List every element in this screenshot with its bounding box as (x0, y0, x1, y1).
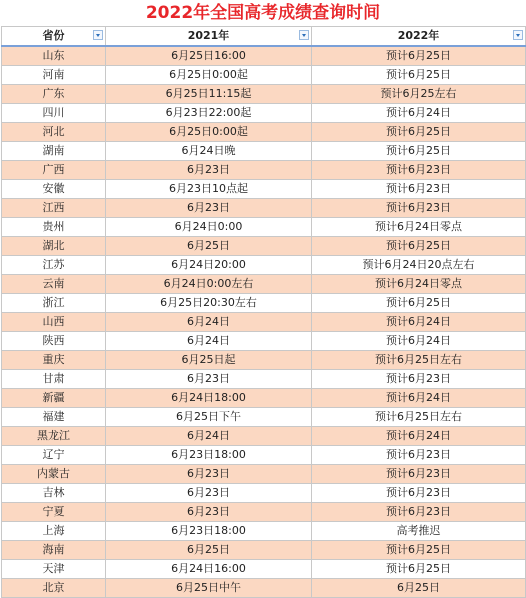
time-2022-cell[interactable]: 预计6月24日零点 (312, 218, 526, 237)
time-2022-cell[interactable]: 预计6月23日 (312, 370, 526, 389)
time-2022-cell[interactable]: 预计6月23日 (312, 180, 526, 199)
time-2022-cell[interactable]: 预计6月25日 (312, 560, 526, 579)
province-cell[interactable]: 河北 (2, 123, 106, 142)
province-cell[interactable]: 湖南 (2, 142, 106, 161)
table-row (2, 522, 526, 541)
province-cell[interactable]: 江西 (2, 199, 106, 218)
column-header-label: 2021年 (187, 29, 230, 42)
table-row (2, 560, 526, 579)
province-cell[interactable]: 贵州 (2, 218, 106, 237)
filter-dropdown-icon[interactable] (299, 30, 309, 40)
table-row (2, 180, 526, 199)
province-cell[interactable]: 辽宁 (2, 446, 106, 465)
time-2022-cell[interactable]: 预计6月23日 (312, 484, 526, 503)
time-2022-cell[interactable]: 预计6月23日 (312, 446, 526, 465)
column-header-2022[interactable] (312, 27, 526, 47)
column-header-label: 省份 (42, 29, 65, 42)
province-cell[interactable]: 浙江 (2, 294, 106, 313)
province-cell[interactable]: 内蒙古 (2, 465, 106, 484)
table-row (2, 275, 526, 294)
table-row (2, 389, 526, 408)
time-2022-cell[interactable]: 预计6月24日 (312, 313, 526, 332)
time-2022-cell[interactable]: 预计6月24日 (312, 389, 526, 408)
time-2021-cell[interactable]: 6月23日10点起 (106, 180, 312, 199)
table-row (2, 123, 526, 142)
table-row (2, 465, 526, 484)
time-2022-cell[interactable]: 预计6月25左右 (312, 85, 526, 104)
score-release-table (1, 26, 526, 598)
time-2021-cell[interactable]: 6月25日20:30左右 (106, 294, 312, 313)
time-2021-cell[interactable]: 6月23日18:00 (106, 446, 312, 465)
time-2021-cell[interactable]: 6月25日11:15起 (106, 85, 312, 104)
time-2022-cell[interactable]: 预计6月25日 (312, 294, 526, 313)
province-cell[interactable]: 新疆 (2, 389, 106, 408)
time-2021-cell[interactable]: 6月25日0:00起 (106, 123, 312, 142)
province-cell[interactable]: 山西 (2, 313, 106, 332)
time-2021-cell[interactable]: 6月25日中午 (106, 579, 312, 598)
time-2021-cell[interactable]: 6月25日0:00起 (106, 66, 312, 85)
time-2021-cell[interactable]: 6月25日 (106, 237, 312, 256)
province-cell[interactable]: 四川 (2, 104, 106, 123)
time-2021-cell[interactable]: 6月23日 (106, 484, 312, 503)
province-cell[interactable]: 山东 (2, 46, 106, 66)
province-cell[interactable]: 海南 (2, 541, 106, 560)
time-2021-cell[interactable]: 6月25日16:00 (106, 46, 312, 66)
table-row (2, 46, 526, 66)
time-2021-cell[interactable]: 6月24日20:00 (106, 256, 312, 275)
province-cell[interactable]: 河南 (2, 66, 106, 85)
table-row (2, 427, 526, 446)
column-header-2021[interactable] (106, 27, 312, 47)
time-2021-cell[interactable]: 6月23日22:00起 (106, 104, 312, 123)
table-row (2, 408, 526, 427)
time-2022-cell[interactable]: 预计6月25日 (312, 123, 526, 142)
table-row (2, 218, 526, 237)
time-2021-cell[interactable]: 6月23日 (106, 161, 312, 180)
table-row (2, 541, 526, 560)
table-row (2, 199, 526, 218)
time-2021-cell[interactable]: 6月24日0:00左右 (106, 275, 312, 294)
table-row (2, 104, 526, 123)
time-2021-cell[interactable]: 6月24日晚 (106, 142, 312, 161)
time-2022-cell[interactable]: 预计6月25日 (312, 46, 526, 66)
time-2022-cell[interactable]: 预计6月24日零点 (312, 275, 526, 294)
province-cell[interactable]: 天津 (2, 560, 106, 579)
table-row (2, 294, 526, 313)
time-2022-cell[interactable]: 预计6月23日 (312, 465, 526, 484)
province-cell[interactable]: 宁夏 (2, 503, 106, 522)
province-cell[interactable]: 广西 (2, 161, 106, 180)
time-2021-cell[interactable]: 6月24日 (106, 332, 312, 351)
province-cell[interactable]: 黑龙江 (2, 427, 106, 446)
time-2022-cell[interactable]: 预计6月25日左右 (312, 408, 526, 427)
table-row (2, 313, 526, 332)
table-row (2, 142, 526, 161)
time-2022-cell[interactable]: 预计6月23日 (312, 503, 526, 522)
time-2022-cell[interactable]: 预计6月23日 (312, 161, 526, 180)
time-2022-cell[interactable]: 预计6月24日 (312, 427, 526, 446)
province-cell[interactable]: 湖北 (2, 237, 106, 256)
header-row (2, 27, 526, 47)
province-cell[interactable]: 上海 (2, 522, 106, 541)
province-cell[interactable]: 重庆 (2, 351, 106, 370)
time-2022-cell[interactable]: 预计6月24日 (312, 104, 526, 123)
province-cell[interactable]: 吉林 (2, 484, 106, 503)
time-2022-cell[interactable]: 预计6月25日 (312, 541, 526, 560)
filter-dropdown-icon[interactable] (93, 30, 103, 40)
table-row (2, 446, 526, 465)
province-cell[interactable]: 甘肃 (2, 370, 106, 389)
time-2022-cell[interactable]: 预计6月24日20点左右 (312, 256, 526, 275)
time-2021-cell[interactable]: 6月23日 (106, 199, 312, 218)
time-2021-cell[interactable]: 6月25日 (106, 541, 312, 560)
time-2021-cell[interactable]: 6月23日 (106, 465, 312, 484)
time-2021-cell[interactable]: 6月23日 (106, 503, 312, 522)
time-2022-cell[interactable]: 高考推迟 (312, 522, 526, 541)
province-cell[interactable]: 江苏 (2, 256, 106, 275)
table-row (2, 351, 526, 370)
time-2022-cell[interactable]: 预计6月24日 (312, 332, 526, 351)
table-row (2, 161, 526, 180)
province-cell[interactable]: 陕西 (2, 332, 106, 351)
table-row (2, 484, 526, 503)
time-2021-cell[interactable]: 6月23日 (106, 370, 312, 389)
province-cell[interactable]: 福建 (2, 408, 106, 427)
time-2021-cell[interactable]: 6月24日16:00 (106, 560, 312, 579)
time-2021-cell[interactable]: 6月24日 (106, 427, 312, 446)
time-2022-cell[interactable]: 预计6月23日 (312, 199, 526, 218)
table-row (2, 66, 526, 85)
time-2021-cell[interactable]: 6月24日 (106, 313, 312, 332)
table-row (2, 237, 526, 256)
province-cell[interactable]: 北京 (2, 579, 106, 598)
province-cell[interactable]: 云南 (2, 275, 106, 294)
time-2021-cell[interactable]: 6月24日0:00 (106, 218, 312, 237)
time-2021-cell[interactable]: 6月25日起 (106, 351, 312, 370)
province-cell[interactable]: 安徽 (2, 180, 106, 199)
time-2022-cell[interactable]: 预计6月25日 (312, 142, 526, 161)
table-row (2, 332, 526, 351)
province-cell[interactable]: 广东 (2, 85, 106, 104)
table-row (2, 503, 526, 522)
time-2022-cell[interactable]: 预计6月25日 (312, 237, 526, 256)
filter-dropdown-icon[interactable] (513, 30, 523, 40)
sheet-title: 2022年全国高考成绩查询时间 (145, 3, 381, 23)
time-2022-cell[interactable]: 预计6月25日 (312, 66, 526, 85)
column-header-label: 2022年 (397, 29, 440, 42)
table-row (2, 256, 526, 275)
time-2022-cell[interactable]: 6月25日 (312, 579, 526, 598)
table-row (2, 370, 526, 389)
column-header-province[interactable] (2, 27, 106, 47)
time-2021-cell[interactable]: 6月24日18:00 (106, 389, 312, 408)
table-row (2, 85, 526, 104)
time-2021-cell[interactable]: 6月23日18:00 (106, 522, 312, 541)
time-2022-cell[interactable]: 预计6月25日左右 (312, 351, 526, 370)
time-2021-cell[interactable]: 6月25日下午 (106, 408, 312, 427)
table-row (2, 579, 526, 598)
